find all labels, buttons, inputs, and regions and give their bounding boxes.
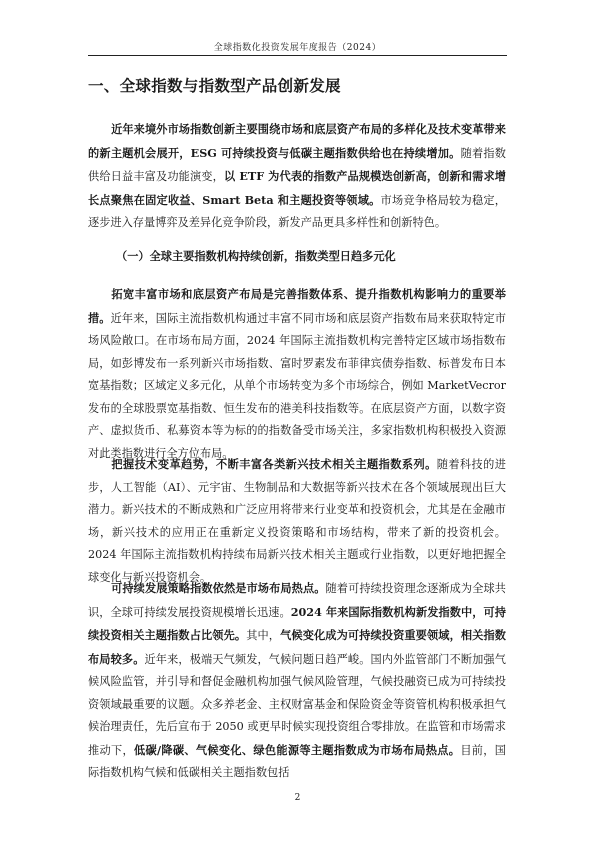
sustainability-bold-3: 气候变化成为可持续投资重要领域，相关指数布局较多。 (88, 628, 506, 666)
sustainability-text-3: 近年来，极端天气频发，气候问题日趋严峻。国内外监管部门不断加强气候风险监管，并引导和督促金融机构加强气候风险管理，气候投融资已成为可持续投资领域最重要的议题。众多养老金、主权财富基金和保险资金等资管机构积极承担气候治理责任，先后宣布于 2050 或更早时候实现投资组合零排放。在监管和市场需求推动下， (88, 652, 506, 757)
market-layout-text: 近年来，国际主流指数机构通过丰富不同市场和底层资产指数布局来获取特定市场风险敞口。在市场布局方面，2024 年国际主流指数机构完善特定区域市场指数布局，如彭博发布一系列新兴市场指数、富时罗素发布菲律宾债券指数、标普发布日本宽基指数；区域定义多元化，从单个市场转变为多个市场综合，例如 MarketVecror 发布的全球股票宽基指数、恒生发布的港美科技指数等。在底层资产方面，以数字资产、虚拟货币、私募资本等为标的的指数备受市场关注，多家指数机构积极投入资源对此类指数进行全方位布局。 (88, 311, 506, 460)
intro-text-2: 市场竞争格局较为稳定，逐步进入存量博弈及差异化竞争阶段，新发产品更具多样性和创新特色。 (88, 193, 506, 229)
sustainability-text-4: 目前，国际指数机构气候和低碳相关主题指数包括 (88, 743, 506, 779)
running-header: 全球指数化投资发展年度报告（2024） (213, 43, 382, 53)
technology-bold-lead: 把握技术变革趋势，不断丰富各类新兴技术相关主题指数系列。 (111, 457, 437, 471)
subsection-heading: （一）全球主要指数机构持续创新，指数类型日趋多元化 (116, 249, 396, 263)
header-divider (88, 55, 507, 56)
sustainability-text-1: 随着可持续投资理念逐渐成为全球共识，全球可持续发展投资规模增长迅速。 (88, 582, 506, 619)
page-number: 2 (294, 793, 301, 803)
intro-text-1: 随着指数供给日益丰富及功能演变， (88, 146, 506, 183)
paragraph-intro (88, 118, 506, 235)
intro-bold-2: 以 ETF 为代表的指数产品规模迭创新高，创新和需求增长点聚焦在固定收益、Smart Beta 和主题投资等领域。 (88, 169, 506, 207)
paragraph-technology (88, 453, 506, 589)
technology-text: 随着科技的进步，人工智能（AI）、元宇宙、生物制品和大数据等新兴技术在各个领域展现出巨大潜力。新兴技术的不断成熟和广泛应用将带来行业变革和投资机会，尤其是在金融市场，新兴技术的应用正在重新定义投资策略和市场结构，带来了新的投资机会。2024 年国际主流指数机构持续布局新兴技术相关主题或行业指数，以更好地把握全球变化与新兴投资机会。 (88, 458, 506, 584)
sustainability-bold-lead: 可持续发展策略指数依然是市场布局热点。 (111, 581, 326, 595)
section-title: 一、全球指数与指数型产品创新发展 (88, 77, 341, 95)
paragraph-market-layout (88, 283, 506, 465)
sustainability-text-2: 其中， (246, 629, 281, 642)
sustainability-bold-2: 2024 年来国际指数机构新发指数中，可持续投资相关主题指数占比领先。 (88, 604, 506, 642)
paragraph-sustainability (88, 577, 506, 785)
intro-bold-lead: 近年来境外市场指数创新主要围绕市场和底层资产布局的多样化及技术变革带来的新主题机会展开，ESG 可持续投资与低碳主题指数供给也在持续增加。 (88, 122, 506, 160)
market-layout-bold-lead: 拓宽丰富市场和底层资产布局是完善指数体系、提升指数机构影响力的重要举措。 (88, 287, 506, 325)
sustainability-bold-4: 低碳/降碳、气候变化、绿色能源等主题指数成为市场布局热点。 (134, 742, 461, 757)
